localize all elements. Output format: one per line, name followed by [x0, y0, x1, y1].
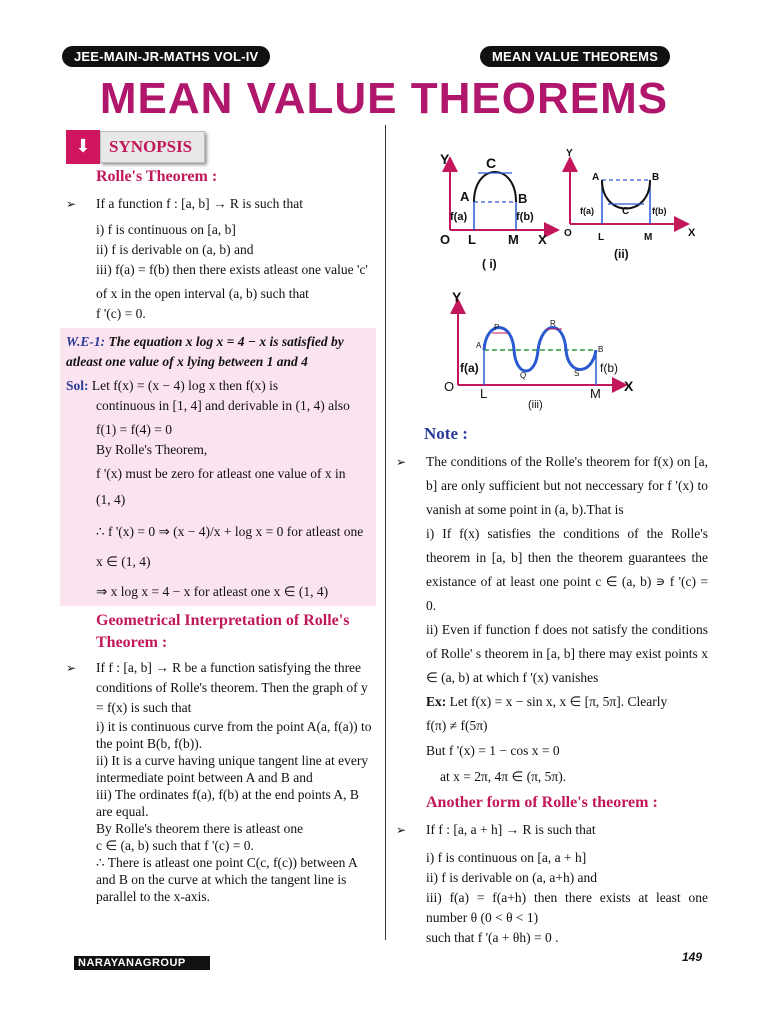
sol-line-8: x ∈ (1, 4) [96, 554, 151, 569]
note-2: i) If f(x) satisfies the conditions of the Rolle's theorem in [a, b] then the theorem guarantees the existance of at least one point c ∈ (a, b) ∍ f '(c) = 0. [426, 526, 708, 613]
fig2-b-label: B [652, 172, 660, 183]
page-title: MEAN VALUE THEOREMS [99, 74, 669, 123]
fig1-l-label: L [468, 232, 476, 247]
fig3-r-label: R [550, 319, 556, 328]
fig2-fa-label: f(a) [580, 206, 594, 216]
fig2-l-label: L [598, 232, 605, 243]
sol-line-3: f(1) = f(4) = 0 [96, 422, 172, 437]
column-divider [385, 125, 386, 940]
fig2-o-label: O [564, 228, 572, 239]
left-column [66, 130, 376, 905]
synopsis-badge [66, 130, 376, 164]
sol-line-9: ⇒ x log x = 4 − x for atleast one x ∈ (1, 4) [96, 584, 329, 599]
fig3-fb-label: f(b) [600, 361, 618, 375]
fig3-p-label: P [494, 323, 500, 332]
fig2-a-label: A [592, 172, 600, 183]
rolle-cond-3b: of x in the open interval (a, b) such that [96, 286, 309, 301]
we-text: The equation x log x = 4 − x is satisfied by atleast one value of x lying between 1 and 4 [66, 334, 344, 369]
fig1-a-label: A [460, 189, 470, 204]
sol-line-4: By Rolle's Theorem, [96, 442, 208, 457]
synopsis-label: SYNOPSIS [100, 131, 205, 163]
rolle-graphs [396, 140, 708, 420]
geo-point-1: i) it is continuous curve from the point A(a, f(a)) to the point B(b, f(b)). [96, 719, 372, 751]
another-cond-2: ii) f is derivable on (a, a+h) and [426, 870, 598, 885]
fig3-caption: (iii) [528, 399, 543, 411]
worked-example-box [60, 328, 376, 606]
book-tag: JEE-MAIN-JR-MATHS VOL-IV [62, 46, 270, 67]
down-arrow-icon: ⬇ [66, 130, 100, 164]
sol-label: Sol: [66, 378, 89, 393]
example-line-4: at x = 2π, 4π ∈ (π, 5π). [440, 769, 567, 784]
fig2-x-label: X [688, 227, 696, 239]
fig1-m-label: M [508, 232, 519, 247]
note-heading: Note : [424, 424, 468, 443]
fig3-o-label: O [444, 379, 455, 394]
fig1-c-label: C [486, 155, 497, 171]
geo-heading: Geometrical Interpretation of Rolle's Theorem : [96, 612, 350, 651]
right-column [396, 418, 708, 948]
another-form-heading: Another form of Rolle's theorem : [426, 794, 658, 811]
sol-line-5: f '(x) must be zero for atleast one value of x in [96, 466, 346, 481]
geo-point-5: c ∈ (a, b) such that f '(c) = 0. [96, 838, 254, 853]
example-line-1: Let f(x) = x − sin x, x ∈ [π, 5π]. Clearly [449, 694, 668, 709]
fig1-fb-label: f(b) [516, 211, 534, 223]
fig1-y-label: Y [440, 151, 450, 167]
figure-3 [444, 289, 634, 411]
fig1-o-label: O [440, 232, 451, 247]
rolle-figures [396, 140, 708, 420]
sol-line-7: ∴ f '(x) = 0 ⇒ (x − 4)/x + log x = 0 for atleast one [96, 524, 364, 539]
another-cond-3: iii) f(a) = f(a+h) then there exists at least one number θ (0 < θ < 1) [426, 890, 708, 925]
note-1: ➢ The conditions of the Rolle's theorem for f(x) on [a, b] are only sufficient but not neccessary for f '(x) to vanish at some point in (a, b).That is [396, 450, 708, 522]
note-3: ii) Even if function f does not satisfy the conditions of Rolle' s theorem in [a, b] there may exist points x ∈ (a, b) at which f '(x) vanishes [426, 622, 708, 685]
example-line-3: But f '(x) = 1 − cos x = 0 [426, 743, 560, 758]
page-number: 149 [682, 950, 703, 964]
fig3-q-label: Q [520, 371, 527, 380]
fig2-caption: (ii) [614, 247, 629, 261]
chapter-tag: MEAN VALUE THEOREMS [480, 46, 670, 67]
another-cond-4: such that f '(a + θh) = 0 . [426, 930, 559, 945]
another-cond-1: i) f is continuous on [a, a + h] [426, 850, 587, 865]
geo-point-2: ii) It is a curve having unique tangent line at every intermediate point between A and B and [96, 753, 369, 785]
figure-1 [440, 151, 556, 271]
sol-line-6: (1, 4) [96, 492, 126, 507]
fig3-m-label: M [590, 386, 601, 401]
fig3-s-label: S [574, 369, 580, 378]
geo-point-3: iii) The ordinates f(a), f(b) at the end points A, B are equal. [96, 787, 359, 819]
fig3-l-label: L [480, 386, 488, 401]
fig1-b-label: B [518, 191, 528, 206]
fig3-b-label: B [598, 345, 604, 354]
fig1-fa-label: f(a) [450, 211, 468, 223]
fig1-x-label: X [538, 232, 547, 247]
another-intro: ➢ If f : [a, a + h] → R is such that [396, 820, 708, 840]
rolle-cond-2: ii) f is derivable on (a, b) and [96, 242, 254, 257]
rolle-cond-3c: f '(c) = 0. [96, 306, 146, 321]
sol-line-1: Let f(x) = (x − 4) log x then f(x) is [91, 378, 279, 393]
fig3-fa-label: f(a) [460, 361, 479, 375]
rolle-cond-1: i) f is continuous on [a, b] [96, 222, 236, 237]
geo-point-6: ∴ There is atleast one point C(c, f(c)) between A and B on the curve at which the tangent line is parallel to the x-axis. [96, 855, 358, 904]
example-line-2: f(π) ≠ f(5π) [426, 718, 488, 733]
rolle-cond-3: iii) f(a) = f(b) then there exists atleast one value 'c' [96, 262, 368, 277]
fig3-a-label: A [476, 341, 482, 350]
geo-intro: ➢ If f : [a, b] → R be a function satisfying the three conditions of Rolle's theorem. Then the graph of y = f(x) is such that [66, 658, 376, 718]
fig2-fb-label: f(b) [652, 206, 667, 216]
fig2-m-label: M [644, 232, 653, 243]
geo-point-4: By Rolle's theorem there is atleast one [96, 821, 304, 836]
fig2-c-label: C [622, 206, 630, 217]
sol-line-2: continuous in [1, 4] and derivable in (1, 4) also [96, 398, 350, 413]
fig1-caption: ( i) [482, 257, 497, 271]
fig3-x-label: X [624, 378, 634, 394]
we-label: W.E-1: [66, 334, 106, 349]
rolle-heading: Rolle's Theorem : [96, 168, 218, 185]
example-label: Ex: [426, 694, 447, 709]
publisher-logo: NARAYANAGROUP [74, 956, 210, 970]
fig2-y-label: Y [566, 148, 573, 159]
fig3-y-label: Y [452, 289, 462, 305]
figure-2 [564, 148, 696, 261]
rolle-intro: ➢ If a function f : [a, b] → R is such that [66, 194, 376, 214]
